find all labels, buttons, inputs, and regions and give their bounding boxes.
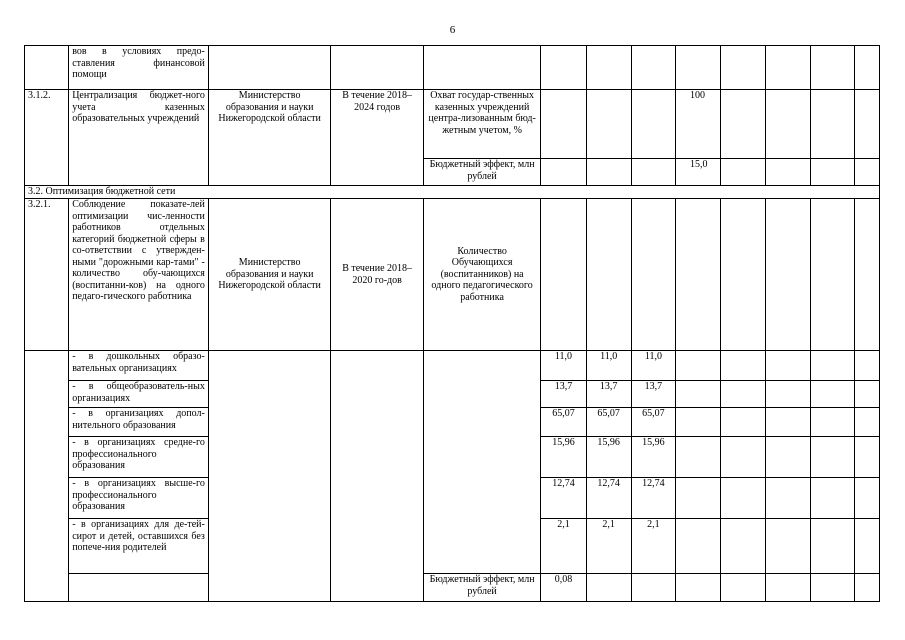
value-cell: 13,7 xyxy=(631,381,675,408)
value-cell: 12,74 xyxy=(586,478,631,519)
value-cell: 2,1 xyxy=(586,519,631,574)
indicator-value: 15,0 xyxy=(675,159,720,186)
responsible-ministry: Министерство образования и науки Нижегородской области xyxy=(208,90,331,186)
section-heading: 3.2. Оптимизация бюджетной сети xyxy=(25,186,880,199)
sub-row-label: - в организациях для де-тей-сирот и детей, оставшихся без попече-ния родителей xyxy=(69,519,209,574)
indicator-name: Охват государ-ственных казенных учреждений центра-лизованным бюд-жетным учетом, % xyxy=(423,90,541,159)
period: В течение 2018–2024 годов xyxy=(331,90,423,186)
value-cell: 15,96 xyxy=(631,437,675,478)
sub-row-label: - в дошкольных образо-вательных организациях xyxy=(69,351,209,381)
indicator-name: Бюджетный эффект, млн рублей xyxy=(423,574,541,602)
value-cell: 11,0 xyxy=(631,351,675,381)
value-cell: 11,0 xyxy=(586,351,631,381)
value-cell: 15,96 xyxy=(586,437,631,478)
indicator-value: 100 xyxy=(675,90,720,159)
value-cell: 65,07 xyxy=(586,408,631,437)
value-cell: 13,7 xyxy=(541,381,586,408)
row-number: 3.2.1. xyxy=(25,199,69,351)
continuation-text: вов в условиях предо-ставления финансовой помощи xyxy=(69,46,209,90)
table-row xyxy=(25,46,880,90)
table-row xyxy=(25,186,880,199)
indicator-name: Бюджетный эффект, млн рублей xyxy=(423,159,541,186)
sub-row-label: - в организациях средне-го профессионального образования xyxy=(69,437,209,478)
table-row xyxy=(25,351,880,381)
value-cell: 13,7 xyxy=(586,381,631,408)
value-cell: 2,1 xyxy=(541,519,586,574)
value-cell: 2,1 xyxy=(631,519,675,574)
sub-row-label: - в общеобразователь-ных организациях xyxy=(69,381,209,408)
sub-row-label: - в организациях допол-нительного образования xyxy=(69,408,209,437)
table-row xyxy=(25,90,880,159)
value-cell: 15,96 xyxy=(541,437,586,478)
indicator-name: Количество Обучающихся (воспитанников) на одного педагогического работника xyxy=(423,199,541,351)
period: В течение 2018–2020 го-дов xyxy=(331,199,423,351)
value-cell: 65,07 xyxy=(631,408,675,437)
sub-row-label: - в организациях высше-го профессионального образования xyxy=(69,478,209,519)
value-cell: 11,0 xyxy=(541,351,586,381)
table-row xyxy=(25,574,880,602)
value-cell: 65,07 xyxy=(541,408,586,437)
responsible-ministry: Министерство образования и науки Нижегородской области xyxy=(208,199,331,351)
value-cell: 12,74 xyxy=(631,478,675,519)
value-cell: 0,08 xyxy=(541,574,586,602)
measure-description: Централизация бюджет-ного учета казенных образовательных учреждений xyxy=(69,90,209,186)
measure-description: Соблюдение показате-лей оптимизации чис-ленности работников отдельных категорий бюджетной сферы в со-ответствии с утвержден-ными "дорожными кар-тами" - количество обу-чающихся (воспитанни-ков) на одного педаго-гического работника xyxy=(69,199,209,351)
row-number: 3.1.2. xyxy=(25,90,69,186)
measures-table xyxy=(24,45,880,602)
value-cell: 12,74 xyxy=(541,478,586,519)
table-row xyxy=(25,199,880,351)
page-number: 6 xyxy=(449,24,456,36)
